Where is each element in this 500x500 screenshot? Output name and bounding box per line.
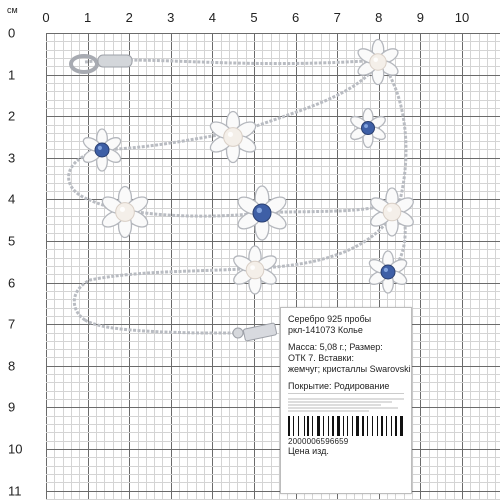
barcode-number: 2000006596659: [288, 437, 349, 446]
barcode-bar: [377, 416, 378, 436]
barcode-bar: [328, 416, 329, 436]
barcode-bar: [349, 416, 351, 436]
barcode-bar: [307, 416, 309, 436]
price-tag: [280, 307, 412, 494]
clasp: [71, 55, 132, 72]
barcode-bar: [362, 416, 364, 436]
barcode-bar: [386, 416, 387, 436]
ruler-top-label: 4: [208, 10, 217, 25]
ruler-top-label: 10: [454, 10, 470, 25]
barcode-bar: [298, 416, 299, 436]
pearl-flower: [368, 188, 416, 236]
barcode-bar: [314, 416, 316, 436]
barcode-bar: [360, 416, 361, 436]
barcode: [288, 416, 404, 436]
ruler-left-label: 6: [8, 275, 16, 291]
ruler-unit: см: [7, 5, 18, 15]
barcode-bar: [352, 416, 353, 436]
barcode-bar: [391, 416, 392, 436]
price-label: Цена изд.: [288, 446, 329, 456]
ruler-left-label: 0: [8, 25, 16, 41]
ruler-left-label: 2: [8, 108, 16, 124]
ruler-left-label: 3: [8, 150, 16, 166]
pearl-flower: [356, 40, 401, 85]
pearl-flower: [208, 112, 259, 163]
ruler-top-label: 3: [167, 10, 175, 25]
ruler-top-label: 1: [83, 10, 92, 25]
ruler-left-label: 9: [8, 399, 16, 415]
tag-fine-print: [288, 393, 404, 412]
barcode-bar: [356, 416, 359, 436]
barcode-bar: [341, 416, 342, 436]
barcode-bar: [312, 416, 313, 436]
barcode-bar: [354, 416, 355, 436]
tag-line-size: ОТК 7. Вставки:: [288, 353, 355, 363]
barcode-bar: [332, 416, 334, 436]
barcode-bar: [343, 416, 345, 436]
barcode-bar: [388, 416, 390, 436]
barcode-bar: [310, 416, 311, 436]
barcode-bar: [374, 416, 376, 436]
crystal-flower: [367, 251, 409, 293]
barcode-bar: [345, 416, 346, 436]
barcode-bar: [337, 416, 340, 436]
barcode-bar: [330, 416, 331, 436]
ruler-left-label: 5: [8, 233, 16, 249]
ruler-left-label: 1: [8, 67, 16, 83]
barcode-bar: [304, 416, 305, 436]
ruler-top-label: 8: [375, 10, 383, 25]
barcode-bar: [367, 416, 368, 436]
ruler-top-label: 2: [125, 10, 133, 25]
barcode-bar: [398, 416, 399, 436]
tag-line-weight: Масса: 5,08 г.; Размер:: [288, 342, 383, 352]
barcode-bar: [379, 416, 380, 436]
barcode-bar: [372, 416, 373, 436]
barcode-bar: [381, 416, 384, 436]
barcode-bar: [365, 416, 366, 436]
barcode-bar: [293, 416, 294, 436]
barcode-bar: [335, 416, 336, 436]
barcode-bar: [369, 416, 371, 436]
barcode-bar: [291, 416, 292, 436]
ruler-left-label: 4: [8, 191, 16, 207]
crystal-flower: [349, 109, 388, 148]
barcode-bar: [300, 416, 303, 436]
tag-line-inserts: жемчуг; кристаллы Swarovski: [288, 364, 411, 374]
barcode-bar: [321, 416, 322, 436]
ruler-top-label: 5: [250, 10, 258, 25]
ruler-left-label: 8: [8, 358, 16, 374]
barcode-bar: [395, 416, 397, 436]
barcode-bar: [295, 416, 297, 436]
barcode-bar: [393, 416, 394, 436]
ruler-left-label: 11: [8, 483, 22, 499]
ruler-top-label: 0: [42, 10, 50, 25]
ruler-left-label: 7: [8, 316, 16, 332]
ruler-top-label: 7: [333, 10, 341, 25]
barcode-bar: [323, 416, 324, 436]
tag-line-article: ркл-141073 Колье: [288, 325, 363, 335]
barcode-bar: [317, 416, 320, 436]
barcode-bar: [400, 416, 403, 436]
barcode-bar: [325, 416, 327, 436]
ruler-top-label: 6: [291, 10, 300, 25]
ruler-top-label: 9: [416, 10, 425, 25]
barcode-bar: [347, 416, 348, 436]
extension-tag: [233, 323, 277, 341]
tag-line-metal: Серебро 925 пробы: [288, 314, 372, 324]
barcode-bar: [288, 416, 290, 436]
tag-line-coating: Покрытие: Родирование: [288, 381, 390, 391]
ruler-left-label: 10: [8, 441, 23, 457]
barcode-bar: [384, 416, 385, 436]
barcode-bar: [306, 416, 307, 436]
